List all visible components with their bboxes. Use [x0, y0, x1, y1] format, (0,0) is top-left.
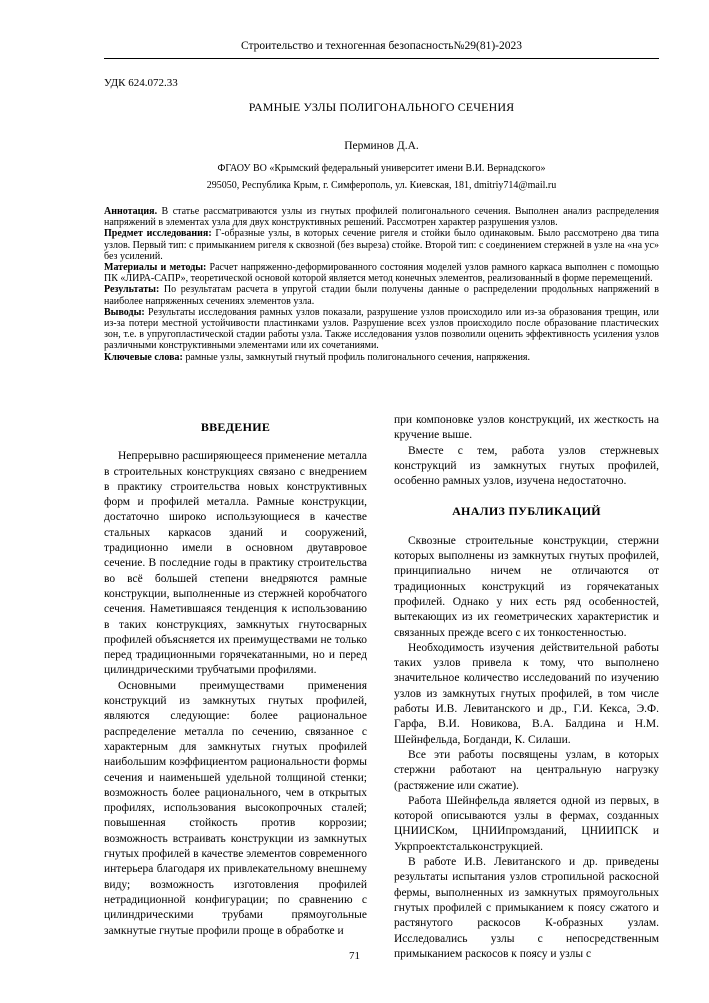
analysis-paragraph-4: Работа Шейнфельда является одной из первых, в которой описываются узлы в фермах, созданных ЦНИИСКом, ЦНИИпромзданий, ЦНИИПСК и Укрпроектстальконструкцией. [394, 794, 659, 853]
affiliation-address: 295050, Республика Крым, г. Симферополь, ул. Киевская, 181, dmitriy714@mail.ru [206, 180, 557, 191]
annotation-label: Аннотация. [104, 206, 158, 217]
right-column [394, 413, 659, 962]
keywords-paragraph [104, 352, 659, 363]
left-column [104, 416, 367, 939]
section-heading-analysis: АНАЛИЗ ПУБЛИКАЦИЙ [452, 504, 601, 519]
journal-header: Строительство и техногенная безопасность№29(81)-2023 [240, 40, 523, 52]
paper-title: РАМНЫЕ УЗЛЫ ПОЛИГОНАЛЬНОГО СЕЧЕНИЯ [248, 100, 515, 114]
affiliation-institution: ФГАОУ ВО «Крымский федеральный университет имени В.И. Вернадского» [217, 163, 546, 174]
methods-label: Материалы и методы: [104, 262, 207, 274]
keywords-text: рамные узлы, замкнутый гнутый профиль полигонального сечения, напряжения. [182, 351, 531, 363]
section-heading-introduction: ВВЕДЕНИЕ [200, 420, 271, 434]
conclusions-text: Результаты исследования рамных узлов показали, разрушение узлов происходило или из-за образования трещин, или из-за потери местной устойчивости пластинками узлов. Разрушение всех узлов происходило после образование пластических зон, т.е. в упругопластической стадии работы узла. Также исследования узлов позволили оценить эффективность усиления узлов различными конструктивными элементами или их сочетаниями. [104, 306, 659, 352]
intro-paragraph-3: Вместе с тем, работа узлов стержневых конструкций из замкнутых гнутых профилей, особенно рамных узлов, изучена недостаточно. [394, 444, 659, 488]
methods-text: Расчет напряженно-деформированного состояния моделей узлов рамного каркаса выполнен с помощью ПК «ЛИРА-САПР», теоретической основой которой является метод конечных элементов, реализованный в форме перемещений. [104, 262, 659, 285]
udk-code: УДК 624.072.33 [104, 77, 178, 89]
subject-text: Г-образные узлы, в которых сечение ригеля и стойки было одинаковым. Было рассмотрено два типа узлов. Первый тип: с примыканием ригеля к сквозной (без выреза) стойке. Второй тип: с соединением стержней в узле на «на ус» без усилений. [104, 228, 660, 262]
conclusions-label: Выводы: [104, 306, 145, 318]
methods-paragraph [104, 262, 659, 284]
results-text: По результатам расчета в упругой стадии были получены данные о распределении продольных напряжений в наиболее напряженных сечениях элементов узла. [104, 284, 659, 307]
analysis-paragraph-3: Все эти работы посвящены узлам, в которых стержни работают на центральную нагрузку (растяжение или сжатие). [394, 748, 659, 792]
subject-paragraph [104, 228, 659, 262]
results-paragraph [104, 284, 659, 306]
analysis-paragraph-5: В работе И.В. Левитанского и др. приведены результаты испытания узлов стропильной раскосной фермы, выполненных из замкнутых прямоугольных гнутых профилей с примыканием к поясу сжатого и растянутого раскосов К-образных узлам. Исследовались узлы с непосредственным примыканием раскосов к поясу и узлы с [394, 856, 659, 960]
intro-paragraph-2: Основными преимуществами применения конструкций из замкнутых гнутых профилей, являются следующие: более рациональное распределение металла по сечению, связанное с характерным для замкнутых гнутых профилей наибольшим коэффициентом рациональности формы сечения и наименьшей удельной толщиной стенки; возможность более рационального, чем в открытых профилях, использования высокопрочных сталей; повышенная стойкость против коррозии; возможность встраивать конструкции из замкнутых гнутых профилей в качестве элементов современного интерьера благодаря их привлекательному внешнему виду; возможность изготовления профилей нетрадиционной конфигурации; по сравнению с цилиндрическими трубами прямоугольные замкнутые гнутые профили проще в обработке и [104, 679, 367, 937]
analysis-paragraph-1: Сквозные строительные конструкции, стержни которых выполнены из замкнутых гнутых профилей, принципиально ничем не отличаются от традиционных конструкций из горячекатаных профилей. Однако у них есть ряд особенностей, вытекающих из их геометрических характеристик и связанных прежде всего с их тонкостенностью. [394, 534, 659, 639]
conclusions-paragraph [104, 307, 659, 352]
page-number: 71 [349, 950, 360, 962]
annotation-text: В статье рассматриваются узлы из гнутых профилей полигонального сечения. Выполнен анализ распределения напряжений в элементах узла для двух конструктивных решений. Рассмотрен характер разрушения узлов. [104, 206, 659, 229]
analysis-paragraph-2: Необходимость изучения действительной работы таких узлов привела к тому, что выполнено значительное количество исследований по изучению узлов из замкнутых гнутых профилей, в том числе работы И.В. Левитанского и др., Г.И. Кекса, Э.Ф. Гарфа, В.И. Новикова, В.А. Балдина и Н.М. Шейнфельда, Богданди, К. Силаши. [394, 641, 659, 746]
results-label: Результаты: [104, 284, 160, 296]
keywords-label: Ключевые слова: [104, 351, 183, 363]
subject-label: Предмет исследования: [104, 228, 212, 240]
intro-paragraph-continued: при компоновке узлов конструкций, их жесткость на кручение выше. [394, 414, 659, 442]
header-divider [104, 58, 659, 59]
annotation-paragraph [104, 206, 659, 228]
author-name: Перминов Д.А. [344, 140, 419, 152]
abstract-block [104, 206, 659, 363]
intro-paragraph-1: Непрерывно расширяющееся применение металла в строительных конструкциях связано с внедрением в практику строительства новых конструктивных форм и профилей металла. Рамные конструкции, достаточно широко использующиеся в качестве стальных каркасов зданий и сооружений, традиционно имели в основном двутавровое сечение. В последние годы в практику строительства во всё большей степени внедряются рамные конструкции, выполненные из стержней коробчатого сечения. Наметившаяся тенденция к использованию в таких конструкциях, замкнутых гнутосварных профилей объясняется их преимуществами не только перед традиционными горячекатанными, но и перед цилиндрическими трубчатыми профилями. [104, 450, 367, 677]
